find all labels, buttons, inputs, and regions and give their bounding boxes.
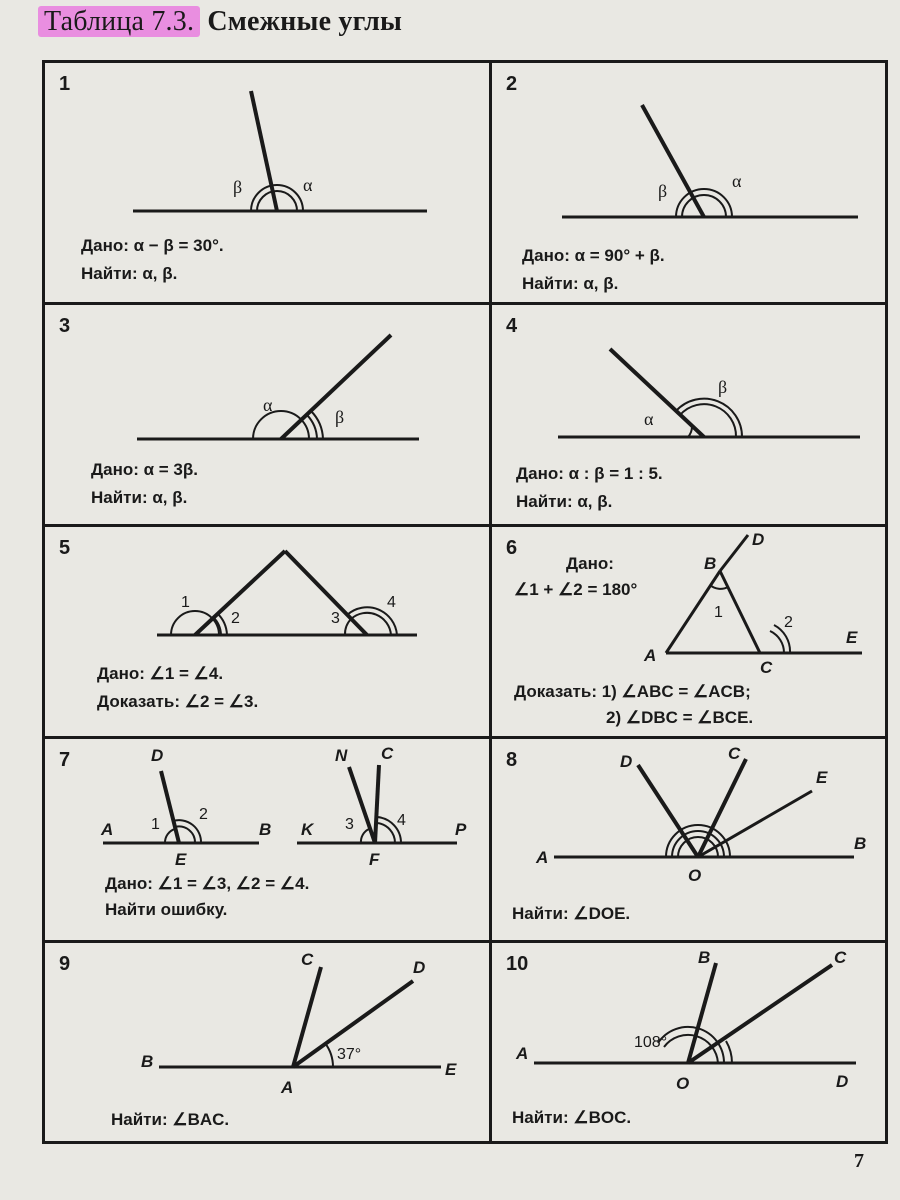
problem-cell-6 — [492, 527, 885, 739]
given-text: Дано: α : β = 1 : 5. — [516, 464, 663, 483]
page-title — [38, 6, 402, 38]
label-K: K — [301, 820, 314, 839]
triangle-side — [195, 551, 285, 635]
angle-arc-37 — [325, 1043, 333, 1067]
angle-arc — [676, 189, 732, 217]
given-text: Дано: ∠1 = ∠4. — [97, 664, 224, 683]
angle-arc-3 — [361, 829, 369, 843]
problem-number: 3 — [59, 315, 71, 337]
task-text: Доказать: ∠2 = ∠3. — [97, 692, 259, 711]
given-text: Дано: α = 90° + β. — [522, 246, 665, 265]
label-108: 108° — [634, 1034, 668, 1051]
angle-arc-1 — [165, 829, 175, 843]
problem-number: 2 — [506, 73, 518, 95]
ray-line — [642, 105, 704, 217]
problem-cell-1 — [45, 63, 492, 305]
problem-number: 4 — [506, 315, 518, 337]
label-N: N — [335, 746, 348, 765]
task-text: Найти: ∠BAC. — [111, 1110, 230, 1129]
label-2: 2 — [784, 614, 793, 631]
task-text: Найти: α, β. — [91, 488, 188, 507]
problem-number: 10 — [506, 953, 529, 975]
label-A: A — [644, 646, 657, 665]
label-C: C — [760, 658, 773, 677]
task-text: Найти: α, β. — [81, 264, 178, 283]
label-1: 1 — [714, 604, 723, 621]
task-text-2: 2) ∠DBC = ∠BCE. — [606, 708, 754, 727]
task-text: Найти: ∠DOE. — [512, 904, 631, 923]
angle-arc-1 — [710, 585, 728, 589]
label-A: A — [516, 1044, 529, 1063]
label-B: B — [141, 1052, 154, 1071]
label-A: A — [281, 1078, 294, 1097]
label-B: B — [854, 834, 867, 853]
label-E: E — [445, 1060, 457, 1079]
problem-cell-2 — [492, 63, 885, 305]
problem-cell-4 — [492, 305, 885, 527]
label-C: C — [381, 744, 394, 763]
label-A: A — [536, 848, 549, 867]
label-2: 2 — [231, 610, 240, 627]
label-beta: β — [718, 377, 728, 397]
problem-cell-8 — [492, 739, 885, 943]
angle-arc-2 — [770, 631, 784, 653]
label-B: B — [259, 820, 272, 839]
label-D: D — [413, 958, 426, 977]
label-O: O — [688, 866, 702, 885]
label-D: D — [620, 752, 633, 771]
label-C: C — [728, 744, 741, 763]
label-D: D — [836, 1072, 849, 1091]
label-D: D — [151, 746, 164, 765]
angle-arc-3 — [345, 619, 351, 635]
problem-cell-3 — [45, 305, 492, 527]
title-main: Смежные углы — [207, 6, 403, 37]
label-E: E — [175, 850, 187, 869]
task-text: Найти: α, β. — [516, 492, 613, 511]
title-highlight — [38, 6, 200, 37]
angle-arc — [726, 1041, 732, 1063]
given-text: Дано: α = 3β. — [91, 460, 198, 479]
label-4: 4 — [387, 594, 396, 611]
angle-arc — [666, 825, 730, 857]
problem-number: 7 — [59, 749, 71, 771]
problems-table — [42, 60, 888, 1144]
angle-arc — [253, 411, 309, 439]
problem-cell-10 — [492, 943, 885, 1141]
problem-cell-7 — [45, 739, 492, 943]
label-C: C — [301, 950, 314, 969]
label-E: E — [846, 628, 858, 647]
label-alpha: α — [644, 409, 654, 429]
title-prefix: Таблица 7.3. — [44, 6, 195, 37]
label-4: 4 — [397, 812, 406, 829]
label-C: C — [834, 948, 847, 967]
label-E: E — [816, 768, 828, 787]
problem-number: 6 — [506, 537, 518, 559]
label-1: 1 — [151, 816, 160, 833]
label-O: O — [676, 1074, 690, 1093]
label-B: B — [704, 554, 717, 573]
label-A: A — [101, 820, 114, 839]
ray-line — [251, 91, 277, 211]
problem-number: 9 — [59, 953, 71, 975]
figure-9 — [45, 943, 489, 1133]
given-text: Дано: α − β = 30°. — [81, 236, 224, 255]
problem-number: 5 — [59, 537, 71, 559]
task-text: Найти ошибку. — [105, 900, 228, 919]
label-alpha: α — [263, 395, 273, 415]
problem-cell-9 — [45, 943, 492, 1141]
label-37: 37° — [337, 1046, 362, 1063]
label-1: 1 — [181, 594, 190, 611]
angle-arc-1 — [171, 611, 219, 635]
label-beta: β — [658, 181, 668, 201]
label-3: 3 — [345, 816, 354, 833]
given-text: ∠1 + ∠2 = 180° — [514, 580, 638, 599]
triangle-side-ab — [666, 571, 720, 653]
label-B: B — [698, 948, 711, 967]
label-beta: β — [233, 177, 243, 197]
task-text: Доказать: 1) ∠ABC = ∠ACB; — [514, 682, 751, 701]
problem-number: 1 — [59, 73, 71, 95]
label-P: P — [455, 820, 467, 839]
task-text: Найти: ∠BOC. — [512, 1108, 632, 1127]
ray-FC — [375, 765, 379, 843]
given-text: Дано: ∠1 = ∠3, ∠2 = ∠4. — [105, 874, 310, 893]
problem-cell-5 — [45, 527, 492, 739]
label-alpha: α — [303, 175, 313, 195]
task-text: Найти: α, β. — [522, 274, 619, 293]
label-beta: β — [335, 407, 345, 427]
label-3: 3 — [331, 610, 340, 627]
label-D: D — [752, 530, 765, 549]
given-label: Дано: — [566, 554, 614, 573]
page-number: 7 — [854, 1150, 864, 1172]
label-F: F — [369, 850, 380, 869]
label-alpha: α — [732, 171, 742, 191]
triangle-side-bc — [720, 571, 760, 653]
ray-bd — [720, 535, 748, 571]
label-2: 2 — [199, 806, 208, 823]
triangle-side — [285, 551, 367, 635]
problem-number: 8 — [506, 749, 518, 771]
angle-arc-4 — [377, 823, 395, 843]
ray-line — [610, 349, 704, 437]
